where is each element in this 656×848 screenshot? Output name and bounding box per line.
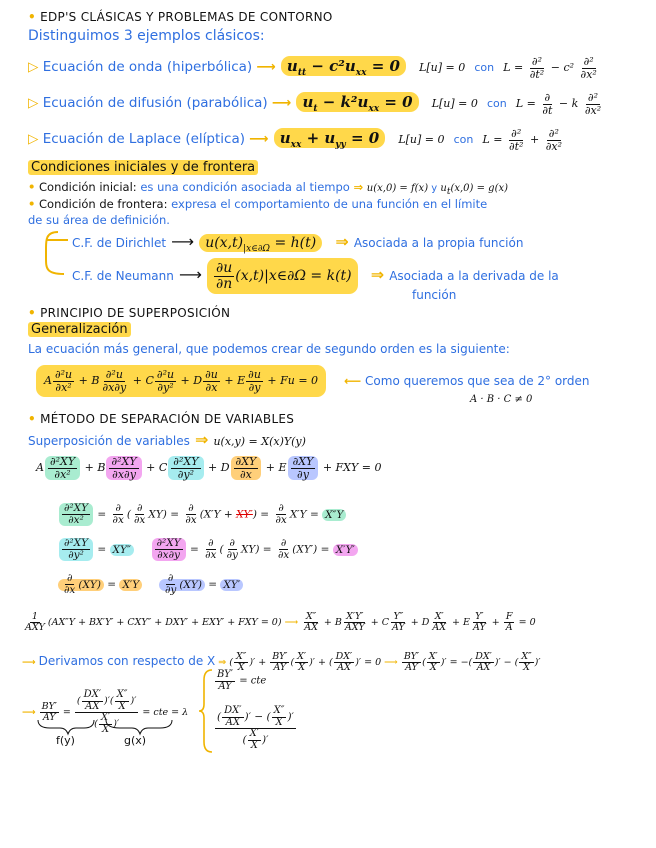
- example-laplace: ▷ Ecuación de Laplace (elíptica) ⟶ $u_{xx} + u_{yy} = 0$ L[u] = 0 con L = $\frac{\text{∂²}}{\text{∂t²}}$ + $\frac{\text{∂²}}{\text{∂x²}}$: [28, 127, 563, 153]
- gx-label: g(x): [124, 734, 147, 747]
- neumann-row: C.F. de Neumann ⟶ $\frac{\partial u}{\partial n}$ (x,t)|x∈∂Ω = k(t) ⇒ Asociada a la derivada de la: [72, 258, 559, 294]
- derivation-yy-xy: $\frac{\text{∂²XY}}{\text{∂y²}}$ = XY″ $\frac{\text{∂²XY}}{\partial x\partial y}$ = $\frac{\partial}{\partial x}$ ( $\frac{\partial}{\partial y}$ XY) = $\frac{\partial}{\partial x}$ (XY′) = X′Y′: [58, 538, 358, 561]
- separation-label-row: Superposición de variables ⇒ u(x,y) = X(x)Y(y): [28, 430, 306, 449]
- lambda-equation: ⟶ $\frac{BY'}{AY}$ = ( $\frac{DX'}{AX}$ )′( $\frac{X''}{X}$ )′ ( $\frac{X'}{X}$ )′ = cte = λ: [22, 689, 189, 735]
- separation-title: • MÉTODO DE SEPARACIÓN DE VARIABLES: [28, 412, 295, 426]
- derivation-x-y: $\frac{\partial}{\partial x}$ (XY) = X′Y $\frac{\partial}{\partial y}$ (XY) = XY′: [58, 573, 243, 596]
- generalization-text: La ecuación más general, que podemos crear de segundo orden es la siguiente:: [28, 342, 510, 356]
- separated-equation: A $\frac{\text{∂²XY}}{\text{∂x²}}$ + B $\frac{\text{∂²XY}}{\partial x\partial y}$ + C $\frac{\text{∂²XY}}{\text{∂y²}}$ + D $\frac{\partial XY}{\partial x}$ + E $\frac{\partial XY}{\partial y}$ + FXY = 0: [36, 455, 382, 481]
- example-wave: ▷ Ecuación de onda (hiperbólica) ⟶ $u_{tt} - c^2u_{xx} = 0$ L[u] = 0 con L = $\frac{\text{∂²}}{\text{∂t²}}$ − c² $\frac{\text{∂²}}{\text{∂x²}}$: [28, 55, 597, 81]
- divided-equation: $\frac{1}{\text{AXY}}$ (AX″Y + BX′Y′ + CXY″ + DXY′ + EXY′ + FXY = 0) ⟶ $\frac{X''}{AX}$ + B $\frac{X'Y'}{\text{AXY}}$ + C $\frac{Y''}{AY}$ + D $\frac{X'}{AX}$ + E $\frac{Y'}{AY}$ + $\frac{F}{A}$ = 0: [25, 611, 536, 633]
- system-eq-1: $\frac{BY'}{AY}$ = cte: [217, 669, 267, 692]
- border-condition: • Condición de frontera: expresa el comportamiento de una función en el límite: [28, 197, 488, 211]
- generalization-title: Generalización: [28, 322, 131, 337]
- initial-condition: • Condición inicial: es una condición asociada al tiempo ⇒ u(x,0) = f(x) y $u_t(x,0) = g(x)$: [28, 180, 509, 197]
- derivation-xx: $\frac{\text{∂²XY}}{\text{∂x²}}$ = $\frac{\partial}{\partial x}$ ( $\frac{\partial}{\partial x}$ XY) = $\frac{\partial}{\partial x}$ (X′Y + XY′) = $\frac{\partial}{\partial x}$ X′Y = X″Y: [58, 503, 346, 526]
- order-note: ⟵ Como queremos que sea de 2° orden: [344, 374, 590, 388]
- intro-text: Distinguimos 3 ejemplos clásicos:: [28, 28, 265, 44]
- border-condition-cont: de su área de definición.: [28, 213, 170, 227]
- conditions-title: Condiciones iniciales y de frontera: [28, 160, 258, 175]
- abc-condition: A · B · C ≠ 0: [470, 394, 533, 405]
- page-title: • EDP'S CLÁSICAS Y PROBLEMAS DE CONTORNO: [28, 10, 333, 24]
- brace-icon: [198, 668, 214, 754]
- neumann-note-cont: función: [412, 288, 457, 302]
- example-diffusion: ▷ Ecuación de difusión (parabólica) ⟶ $u_t - k^2u_{xx} = 0$ L[u] = 0 con L = $\frac{\partial}{\partial t}$ − k $\frac{\text{∂²}}{\text{∂x²}}$: [28, 91, 602, 117]
- derive-row: ⟶ Derivamos con respecto de X ⇒ ( $\frac{X''}{X}$ )′ + $\frac{BY'}{AY}$ ( $\frac{X'}{X}$ )′ + ( $\frac{DX'}{AX}$ )′ = 0 ⟶ $\frac{BY'}{AY}$ ( $\frac{X'}{X}$ )′ = −( $\frac{DX'}{AX}$ )′ − ( $\frac{X''}{X}$ )′: [22, 651, 541, 673]
- fy-label: f(y): [56, 734, 75, 747]
- superposition-title: • PRINCIPIO DE SUPERPOSICIÓN: [28, 306, 231, 320]
- general-equation: A $\frac{\text{∂²u}}{\text{∂x²}}$ + B $\frac{\text{∂²u}}{\partial x\partial y}$ + C $\frac{\text{∂²u}}{\text{∂y²}}$ + D $\frac{\partial u}{\partial x}$ + E $\frac{\partial u}{\partial y}$ + Fu = 0: [36, 365, 326, 397]
- system-eq-2: ( $\frac{DX'}{AX}$ )′ − ( $\frac{X''}{X}$ )′ ( $\frac{X'}{X}$ )′: [217, 705, 294, 751]
- dirichlet-row: C.F. de Dirichlet ⟶ $u(x,t)_{|x\in\partial\Omega} = h(t)$ ⇒ Asociada a la propia función: [72, 232, 524, 254]
